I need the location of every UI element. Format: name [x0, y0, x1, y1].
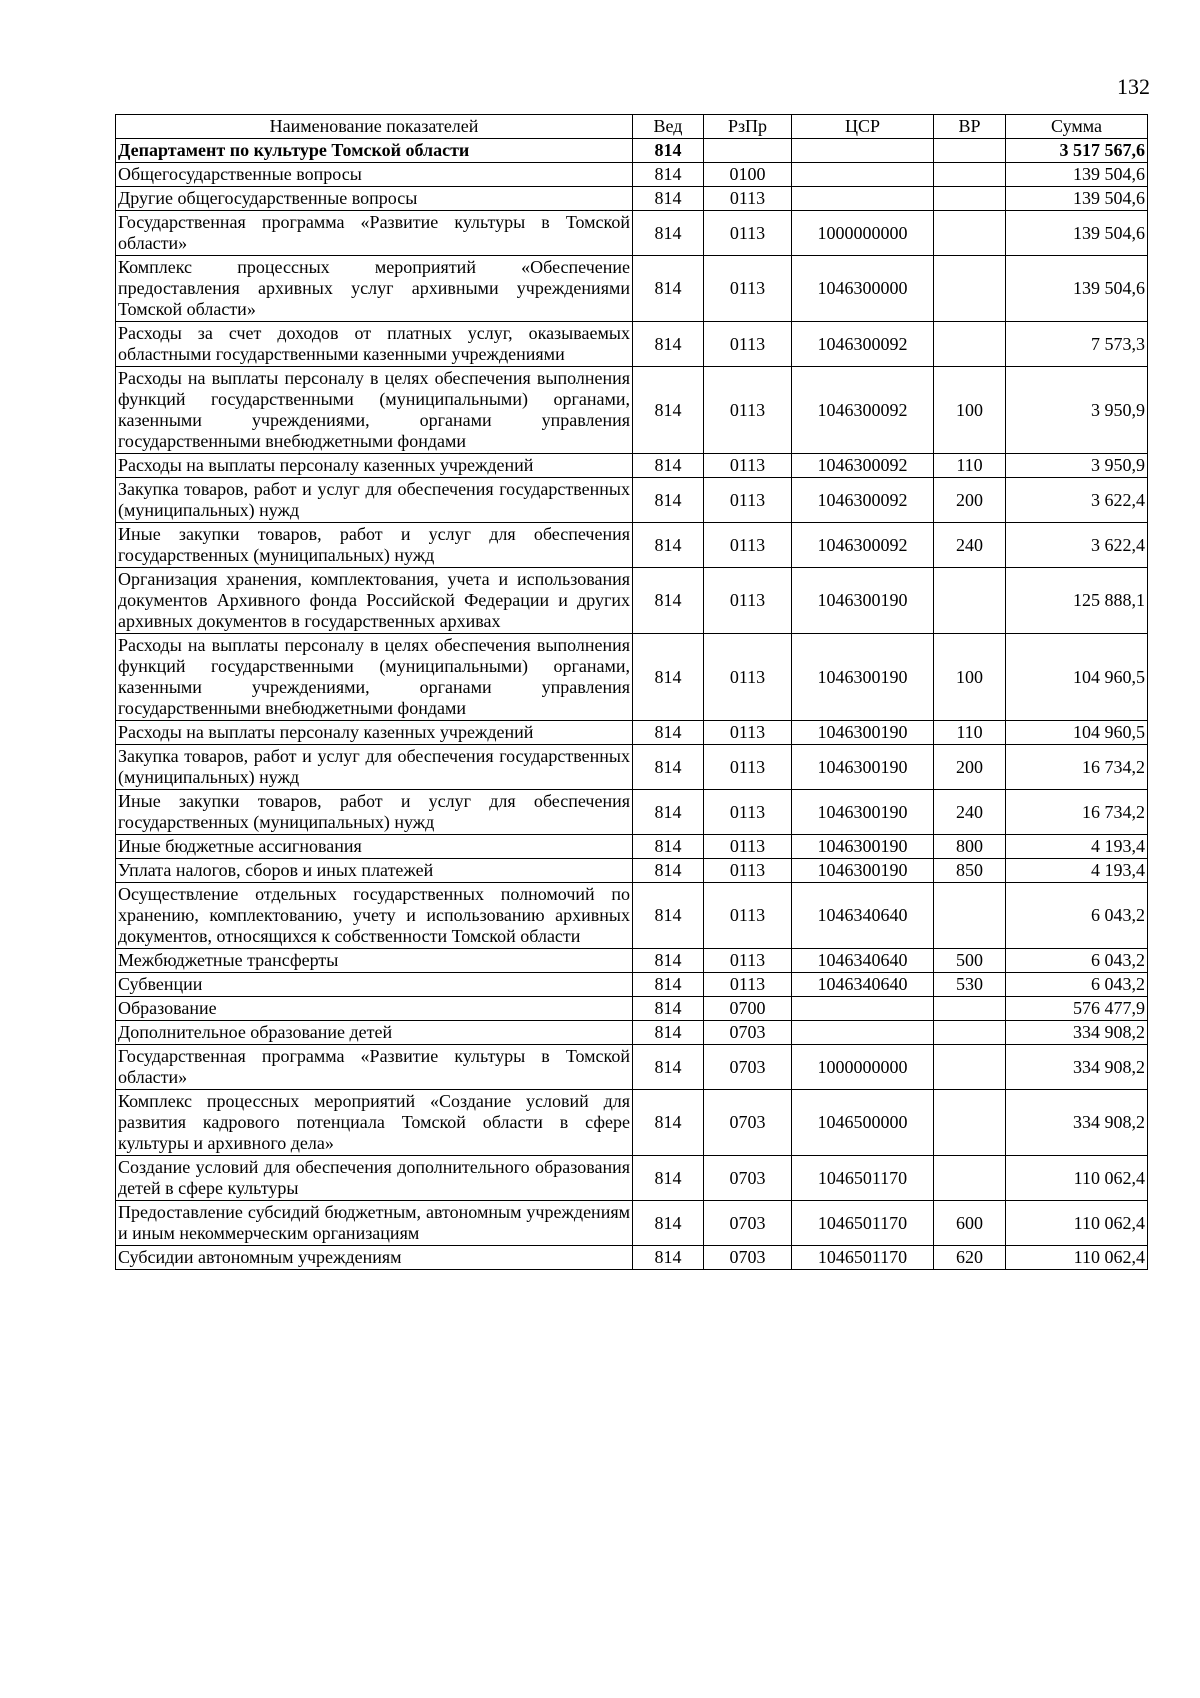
cell-vr: [934, 1021, 1006, 1045]
cell-ved: 814: [633, 634, 704, 721]
cell-vr: [934, 1156, 1006, 1201]
cell-rzpr: 0113: [704, 973, 792, 997]
cell-vr: [934, 568, 1006, 634]
cell-csr: 1046300190: [792, 568, 934, 634]
cell-ved: 814: [633, 1201, 704, 1246]
cell-name: Дополнительное образование детей: [116, 1021, 633, 1045]
cell-csr: 1046501170: [792, 1201, 934, 1246]
cell-csr: 1000000000: [792, 211, 934, 256]
cell-sum: 16 734,2: [1006, 790, 1148, 835]
cell-sum: 139 504,6: [1006, 256, 1148, 322]
cell-ved: 814: [633, 859, 704, 883]
table-row: [116, 163, 1148, 187]
cell-sum: 3 622,4: [1006, 523, 1148, 568]
cell-ved: 814: [633, 163, 704, 187]
cell-csr: 1046300092: [792, 478, 934, 523]
table-row: [116, 454, 1148, 478]
cell-sum: 4 193,4: [1006, 859, 1148, 883]
cell-csr: 1046300190: [792, 745, 934, 790]
cell-ved: 814: [633, 568, 704, 634]
cell-sum: 7 573,3: [1006, 322, 1148, 367]
cell-sum: 6 043,2: [1006, 883, 1148, 949]
cell-ved: 814: [633, 1021, 704, 1045]
cell-csr: 1046300190: [792, 835, 934, 859]
cell-vr: 240: [934, 523, 1006, 568]
cell-ved: 814: [633, 322, 704, 367]
cell-sum: 139 504,6: [1006, 163, 1148, 187]
cell-sum: 16 734,2: [1006, 745, 1148, 790]
cell-name: Иные закупки товаров, работ и услуг для обеспечения государственных (муниципальных) нужд: [116, 523, 633, 568]
table-row: [116, 883, 1148, 949]
cell-name: Организация хранения, комплектования, учета и использования документов Архивного фонда Российской Федерации и других архивных документов в государственных архивах: [116, 568, 633, 634]
cell-rzpr: 0113: [704, 568, 792, 634]
cell-vr: 110: [934, 454, 1006, 478]
cell-csr: [792, 187, 934, 211]
cell-csr: 1046300092: [792, 523, 934, 568]
cell-vr: 240: [934, 790, 1006, 835]
cell-sum: 3 517 567,6: [1006, 139, 1148, 163]
table-row: [116, 721, 1148, 745]
cell-ved: 814: [633, 949, 704, 973]
header-row: [116, 115, 1148, 139]
cell-name: Расходы на выплаты персоналу казенных учреждений: [116, 454, 633, 478]
cell-csr: 1046300092: [792, 367, 934, 454]
cell-rzpr: 0100: [704, 163, 792, 187]
cell-ved: 814: [633, 1045, 704, 1090]
cell-sum: 3 950,9: [1006, 454, 1148, 478]
cell-rzpr: 0113: [704, 745, 792, 790]
cell-ved: 814: [633, 139, 704, 163]
cell-sum: 3 950,9: [1006, 367, 1148, 454]
cell-sum: 110 062,4: [1006, 1246, 1148, 1270]
cell-ved: 814: [633, 973, 704, 997]
cell-sum: 139 504,6: [1006, 187, 1148, 211]
cell-sum: 3 622,4: [1006, 478, 1148, 523]
page-number: 132: [1117, 74, 1150, 99]
cell-sum: 334 908,2: [1006, 1045, 1148, 1090]
header-vr: ВР: [934, 115, 1006, 139]
header-sum: Сумма: [1006, 115, 1148, 139]
header-csr: ЦСР: [792, 115, 934, 139]
header-name: Наименование показателей: [116, 115, 633, 139]
cell-ved: 814: [633, 1156, 704, 1201]
cell-vr: [934, 187, 1006, 211]
cell-name: Предоставление субсидий бюджетным, автономным учреждениям и иным некоммерческим организациям: [116, 1201, 633, 1246]
cell-ved: 814: [633, 745, 704, 790]
cell-vr: [934, 1045, 1006, 1090]
table-row: [116, 523, 1148, 568]
cell-rzpr: 0113: [704, 322, 792, 367]
cell-name: Осуществление отдельных государственных полномочий по хранению, комплектованию, учету и использованию архивных документов, относящихся к собственности Томской области: [116, 883, 633, 949]
table-row: [116, 367, 1148, 454]
cell-vr: [934, 139, 1006, 163]
cell-rzpr: 0700: [704, 997, 792, 1021]
cell-csr: 1046340640: [792, 883, 934, 949]
cell-rzpr: 0113: [704, 454, 792, 478]
table-row: [116, 211, 1148, 256]
table-row: [116, 478, 1148, 523]
table-row: [116, 790, 1148, 835]
cell-rzpr: 0113: [704, 835, 792, 859]
cell-vr: 530: [934, 973, 1006, 997]
cell-sum: 110 062,4: [1006, 1201, 1148, 1246]
cell-vr: [934, 997, 1006, 1021]
cell-name: Комплекс процессных мероприятий «Обеспечение предоставления архивных услуг архивными учреждениями Томской области»: [116, 256, 633, 322]
cell-rzpr: 0703: [704, 1246, 792, 1270]
cell-name: Расходы на выплаты персоналу в целях обеспечения выполнения функций государственными (муниципальными) органами, казенными учреждениями, органами управления государственными внебюджетными фондами: [116, 367, 633, 454]
table-row: [116, 859, 1148, 883]
table-row: [116, 1045, 1148, 1090]
cell-name: Расходы на выплаты персоналу казенных учреждений: [116, 721, 633, 745]
cell-csr: [792, 139, 934, 163]
cell-vr: 500: [934, 949, 1006, 973]
cell-vr: [934, 211, 1006, 256]
cell-name: Межбюджетные трансферты: [116, 949, 633, 973]
cell-vr: 200: [934, 478, 1006, 523]
cell-ved: 814: [633, 1090, 704, 1156]
cell-rzpr: 0113: [704, 949, 792, 973]
cell-sum: 104 960,5: [1006, 634, 1148, 721]
cell-rzpr: 0113: [704, 211, 792, 256]
cell-rzpr: 0113: [704, 256, 792, 322]
cell-ved: 814: [633, 721, 704, 745]
cell-ved: 814: [633, 790, 704, 835]
cell-rzpr: 0703: [704, 1201, 792, 1246]
table-row: [116, 187, 1148, 211]
cell-csr: 1046340640: [792, 949, 934, 973]
cell-ved: 814: [633, 997, 704, 1021]
cell-vr: [934, 256, 1006, 322]
table-row: [116, 1021, 1148, 1045]
cell-vr: 200: [934, 745, 1006, 790]
cell-rzpr: 0703: [704, 1045, 792, 1090]
table-row: [116, 997, 1148, 1021]
cell-csr: [792, 1021, 934, 1045]
cell-name: Иные бюджетные ассигнования: [116, 835, 633, 859]
cell-csr: 1046501170: [792, 1246, 934, 1270]
cell-vr: [934, 883, 1006, 949]
cell-rzpr: 0703: [704, 1021, 792, 1045]
cell-name: Комплекс процессных мероприятий «Создание условий для развития кадрового потенциала Томской области в сфере культуры и архивного дела»: [116, 1090, 633, 1156]
cell-sum: 139 504,6: [1006, 211, 1148, 256]
cell-vr: 600: [934, 1201, 1006, 1246]
cell-name: Другие общегосударственные вопросы: [116, 187, 633, 211]
cell-vr: 620: [934, 1246, 1006, 1270]
cell-rzpr: 0113: [704, 790, 792, 835]
cell-vr: 800: [934, 835, 1006, 859]
table-row: [116, 973, 1148, 997]
cell-vr: 100: [934, 634, 1006, 721]
cell-csr: 1046300190: [792, 859, 934, 883]
cell-name: Иные закупки товаров, работ и услуг для обеспечения государственных (муниципальных) нужд: [116, 790, 633, 835]
cell-csr: [792, 997, 934, 1021]
cell-ved: 814: [633, 1246, 704, 1270]
cell-csr: [792, 163, 934, 187]
cell-name: Государственная программа «Развитие культуры в Томской области»: [116, 1045, 633, 1090]
table-row: [116, 1156, 1148, 1201]
cell-rzpr: 0113: [704, 859, 792, 883]
cell-csr: 1046300190: [792, 790, 934, 835]
cell-rzpr: 0703: [704, 1156, 792, 1201]
cell-csr: 1046300092: [792, 322, 934, 367]
cell-vr: 850: [934, 859, 1006, 883]
table-row: [116, 322, 1148, 367]
cell-ved: 814: [633, 835, 704, 859]
cell-sum: 110 062,4: [1006, 1156, 1148, 1201]
cell-sum: 4 193,4: [1006, 835, 1148, 859]
cell-sum: 125 888,1: [1006, 568, 1148, 634]
cell-name: Расходы на выплаты персоналу в целях обеспечения выполнения функций государственными (муниципальными) органами, казенными учреждениями, органами управления государственными внебюджетными фондами: [116, 634, 633, 721]
cell-ved: 814: [633, 367, 704, 454]
cell-name: Образование: [116, 997, 633, 1021]
cell-rzpr: 0113: [704, 883, 792, 949]
header-rzpr: РзПр: [704, 115, 792, 139]
cell-csr: 1046500000: [792, 1090, 934, 1156]
table-row: [116, 568, 1148, 634]
cell-rzpr: 0113: [704, 523, 792, 568]
cell-name: Расходы за счет доходов от платных услуг, оказываемых областными государственными казенными учреждениями: [116, 322, 633, 367]
cell-ved: 814: [633, 187, 704, 211]
cell-name: Закупка товаров, работ и услуг для обеспечения государственных (муниципальных) нужд: [116, 478, 633, 523]
cell-vr: [934, 163, 1006, 187]
cell-name: Общегосударственные вопросы: [116, 163, 633, 187]
cell-csr: 1046300190: [792, 634, 934, 721]
cell-ved: 814: [633, 478, 704, 523]
cell-name: Уплата налогов, сборов и иных платежей: [116, 859, 633, 883]
cell-csr: 1046340640: [792, 973, 934, 997]
table-row: [116, 1201, 1148, 1246]
cell-csr: 1046300000: [792, 256, 934, 322]
cell-csr: 1046300190: [792, 721, 934, 745]
cell-csr: 1000000000: [792, 1045, 934, 1090]
cell-rzpr: 0113: [704, 367, 792, 454]
cell-rzpr: 0113: [704, 721, 792, 745]
table-row: [116, 1090, 1148, 1156]
cell-name: Субвенции: [116, 973, 633, 997]
table-row: [116, 256, 1148, 322]
cell-name: Закупка товаров, работ и услуг для обеспечения государственных (муниципальных) нужд: [116, 745, 633, 790]
cell-name: Департамент по культуре Томской области: [116, 139, 633, 163]
cell-rzpr: 0113: [704, 187, 792, 211]
cell-ved: 814: [633, 256, 704, 322]
cell-vr: 100: [934, 367, 1006, 454]
cell-sum: 334 908,2: [1006, 1021, 1148, 1045]
cell-ved: 814: [633, 883, 704, 949]
cell-name: Создание условий для обеспечения дополнительного образования детей в сфере культуры: [116, 1156, 633, 1201]
table-row: [116, 139, 1148, 163]
cell-sum: 6 043,2: [1006, 973, 1148, 997]
table-body: [116, 139, 1148, 1270]
cell-vr: [934, 1090, 1006, 1156]
table-row: [116, 949, 1148, 973]
table-row: [116, 1246, 1148, 1270]
table-row: [116, 745, 1148, 790]
cell-sum: 576 477,9: [1006, 997, 1148, 1021]
cell-rzpr: [704, 139, 792, 163]
cell-vr: [934, 322, 1006, 367]
cell-csr: 1046501170: [792, 1156, 934, 1201]
cell-rzpr: 0113: [704, 634, 792, 721]
cell-name: Субсидии автономным учреждениям: [116, 1246, 633, 1270]
cell-ved: 814: [633, 211, 704, 256]
cell-vr: 110: [934, 721, 1006, 745]
cell-name: Государственная программа «Развитие культуры в Томской области»: [116, 211, 633, 256]
cell-sum: 6 043,2: [1006, 949, 1148, 973]
cell-ved: 814: [633, 454, 704, 478]
cell-csr: 1046300092: [792, 454, 934, 478]
cell-rzpr: 0703: [704, 1090, 792, 1156]
cell-sum: 334 908,2: [1006, 1090, 1148, 1156]
header-ved: Вед: [633, 115, 704, 139]
cell-rzpr: 0113: [704, 478, 792, 523]
table-row: [116, 634, 1148, 721]
cell-ved: 814: [633, 523, 704, 568]
budget-table: [115, 114, 1148, 1270]
table-row: [116, 835, 1148, 859]
cell-sum: 104 960,5: [1006, 721, 1148, 745]
